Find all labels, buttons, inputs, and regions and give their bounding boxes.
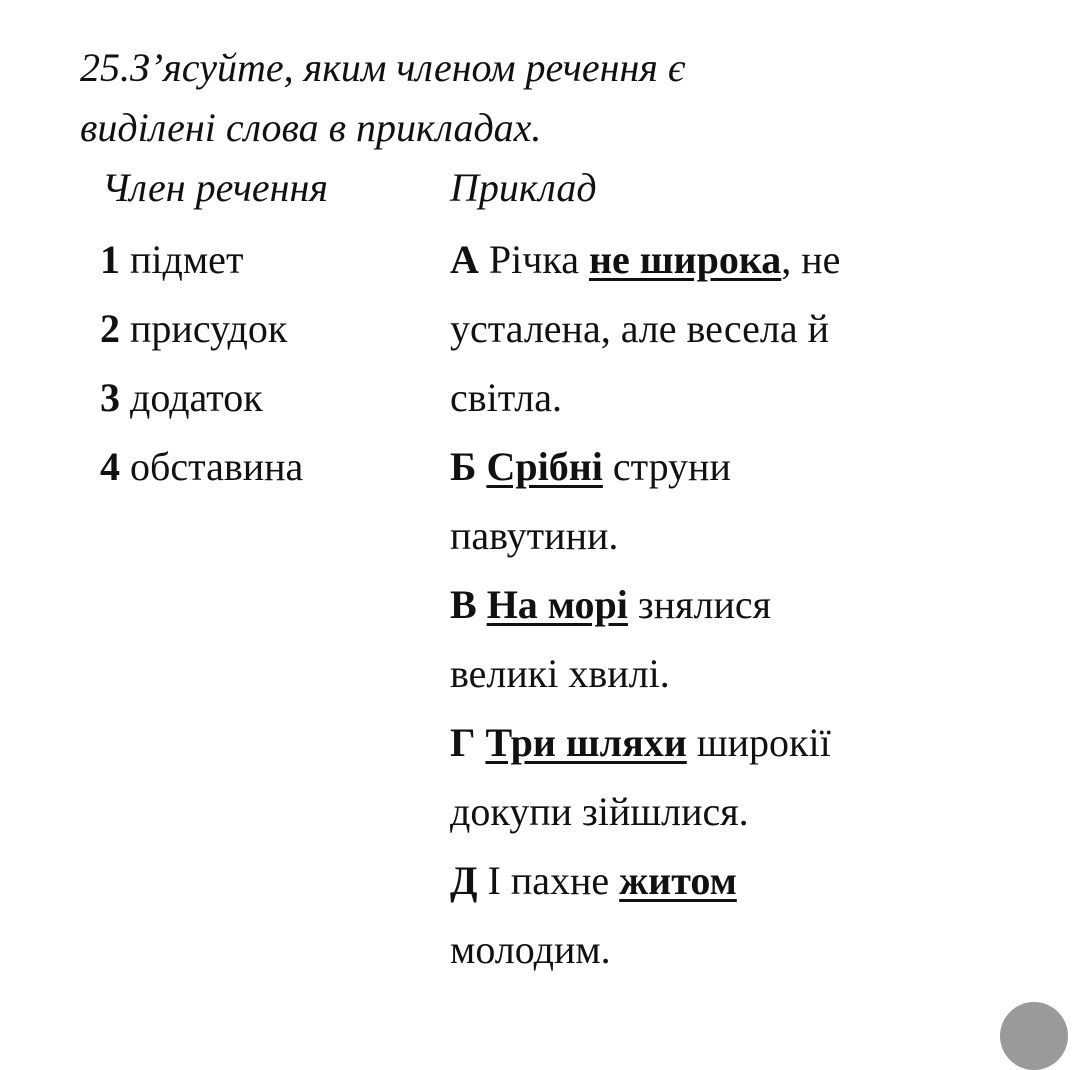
highlighted-words: Срібні	[486, 444, 603, 489]
highlighted-words: житом	[619, 858, 737, 903]
example-text: світла.	[450, 375, 562, 420]
member-label: додаток	[130, 375, 263, 420]
example-text: великі хвилі.	[450, 651, 670, 696]
example-letter: Д	[450, 858, 478, 903]
example-v	[450, 570, 970, 708]
examples-list	[450, 225, 970, 984]
example-text: широкії	[696, 720, 831, 765]
member-item	[100, 363, 420, 432]
example-letter: Б	[450, 444, 477, 489]
example-text: павутини.	[450, 513, 619, 558]
member-label: підмет	[130, 237, 244, 282]
highlighted-words: На морі	[486, 582, 628, 627]
example-text: , не	[781, 237, 841, 282]
example-d	[450, 846, 970, 984]
example-text: докупи зійшлися.	[450, 789, 749, 834]
example-letter: Г	[450, 720, 476, 765]
member-item	[100, 225, 420, 294]
example-text: струни	[612, 444, 731, 489]
example-text: І пахне	[487, 858, 610, 903]
example-text: знялися	[637, 582, 772, 627]
task-title-line-1: 25.З’ясуйте, яким членом речення є	[80, 45, 686, 90]
example-text: Річка	[488, 237, 579, 282]
example-b	[450, 432, 970, 570]
example-text: усталена, але весела й	[450, 306, 830, 351]
example-letter: В	[450, 582, 477, 627]
member-item	[100, 432, 420, 501]
members-header: Член речення	[102, 165, 328, 210]
example-letter: А	[450, 237, 479, 282]
member-label: обставина	[130, 444, 304, 489]
task-title-line-2: виділені слова в прикладах.	[80, 105, 542, 150]
member-number: 1	[100, 237, 120, 282]
members-list	[100, 225, 420, 501]
member-number: 2	[100, 306, 120, 351]
highlighted-words: Три шляхи	[485, 720, 687, 765]
examples-header: Приклад	[450, 165, 597, 210]
highlighted-words: не широка	[588, 237, 782, 282]
member-label: присудок	[130, 306, 288, 351]
member-number: 4	[100, 444, 120, 489]
example-g	[450, 708, 970, 846]
floating-action-button[interactable]	[1000, 1002, 1068, 1070]
task-title	[80, 38, 980, 158]
member-item	[100, 294, 420, 363]
member-number: 3	[100, 375, 120, 420]
example-text: молодим.	[450, 927, 611, 972]
example-a	[450, 225, 970, 432]
